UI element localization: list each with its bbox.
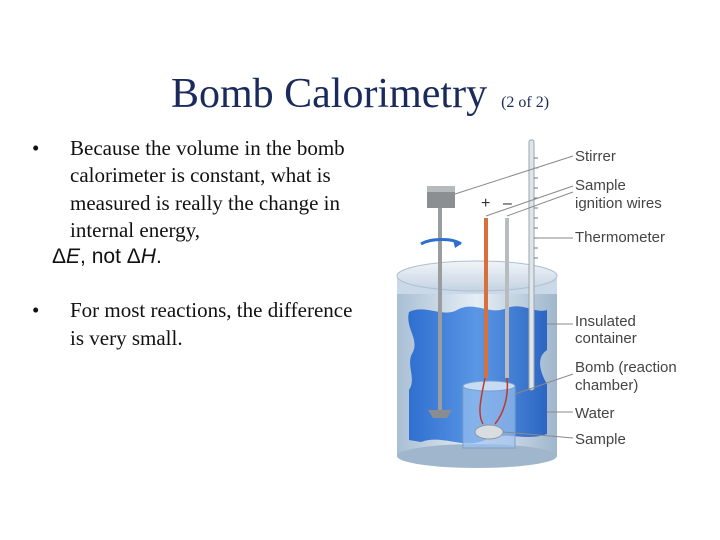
formula-var-h: H bbox=[140, 245, 156, 269]
bullet-text: For most reactions, the difference is very small. bbox=[70, 298, 353, 350]
delta-e-formula bbox=[52, 244, 370, 269]
bomb-chamber bbox=[463, 378, 515, 448]
wire-negative bbox=[505, 218, 509, 378]
bomb-calorimeter-diagram bbox=[385, 128, 705, 473]
calorimeter-illustration bbox=[385, 128, 705, 473]
label-bomb: Bomb (reaction bbox=[575, 359, 677, 376]
delta-symbol: Δ bbox=[52, 245, 67, 269]
label-sample: Sample bbox=[575, 431, 626, 448]
bullet-item-difference bbox=[30, 297, 370, 352]
formula-var-e: E bbox=[66, 245, 81, 269]
terminal-plus-label: + bbox=[481, 195, 491, 212]
thermometer-scale bbox=[534, 158, 538, 258]
title-suffix: (2 of 2) bbox=[501, 94, 550, 111]
sample-cup bbox=[475, 425, 503, 439]
delta-symbol: Δ bbox=[126, 245, 141, 269]
label-chamber: chamber) bbox=[575, 377, 639, 394]
wire-positive bbox=[484, 218, 488, 378]
formula-separator: , not bbox=[80, 245, 127, 269]
label-water: Water bbox=[575, 405, 615, 422]
terminal-minus-label: – bbox=[503, 195, 512, 212]
formula-end: . bbox=[155, 245, 162, 269]
title-main: Bomb Calorimetry bbox=[170, 71, 488, 117]
label-stirrer: Stirrer bbox=[575, 148, 616, 165]
slide-title bbox=[0, 70, 720, 118]
bullet-text: Because the volume in the bomb calorimeter is constant, what is measured is really the change in internal energy, bbox=[70, 136, 345, 242]
bullet-item-volume bbox=[30, 135, 370, 244]
label-ignition-wires: ignition wires bbox=[575, 195, 662, 212]
stirrer-motor bbox=[427, 190, 455, 208]
label-thermometer: Thermometer bbox=[575, 229, 666, 246]
label-sample-ignition: Sample bbox=[575, 177, 626, 194]
bullet-list bbox=[30, 135, 370, 352]
bullet-marker: • bbox=[32, 136, 40, 160]
label-insulated: Insulated bbox=[575, 313, 636, 330]
thermometer-tube bbox=[529, 140, 534, 390]
stirrer-motor-top bbox=[427, 186, 455, 192]
label-container: container bbox=[575, 330, 637, 347]
bullet-marker: • bbox=[32, 298, 40, 323]
